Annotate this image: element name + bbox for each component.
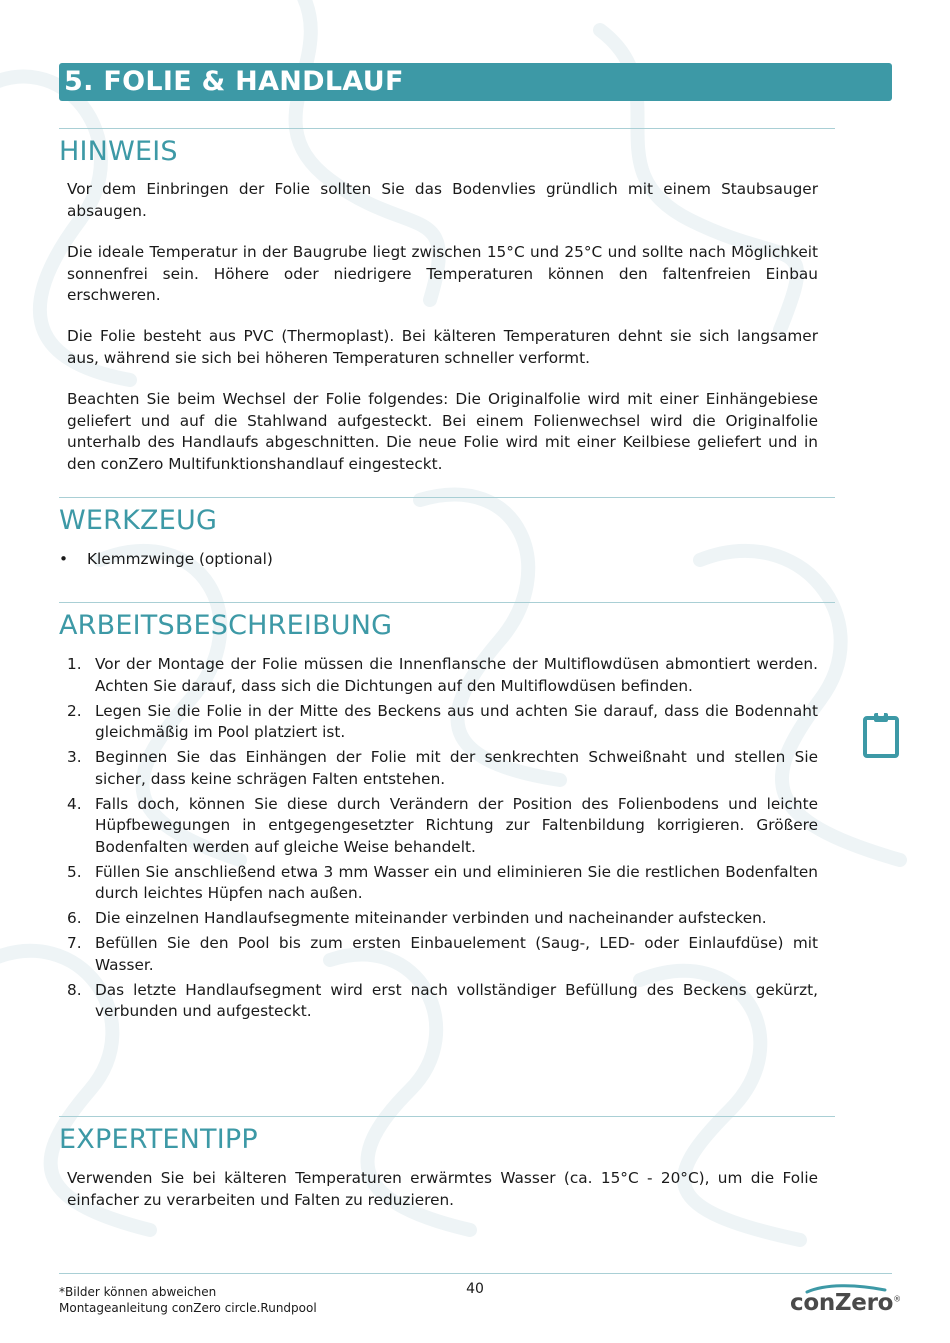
step-text: Beginnen Sie das Einhängen der Folie mit der senkrechten Schweißnaht und stellen Sie sicher, dass keine schrägen Falten entstehen. <box>95 748 818 788</box>
step-item <box>67 794 818 859</box>
section-divider <box>59 602 835 603</box>
step-list <box>67 654 818 1026</box>
step-number: 5. <box>67 862 82 881</box>
step-text: Die einzelnen Handlaufsegmente miteinander verbinden und nacheinander aufstecken. <box>95 909 767 927</box>
step-text: Vor der Montage der Folie müssen die Innenflansche der Multiflowdüsen abmontiert werden. Achten Sie darauf, dass sich die Dichtungen auf den Multiflowdüsen befinden. <box>95 655 818 695</box>
step-item <box>67 747 818 790</box>
registered-mark: ® <box>893 1294 901 1304</box>
bullet-icon: • <box>59 550 69 568</box>
step-item <box>67 654 818 697</box>
page-number: 40 <box>466 1281 484 1297</box>
step-number: 4. <box>67 794 82 813</box>
step-text: Füllen Sie anschließend etwa 3 mm Wasser ein und eliminieren Sie die restlichen Bodenfalten durch leichtes Hüpfen nach außen. <box>95 862 818 902</box>
step-item <box>67 980 818 1023</box>
step-text: Falls doch, können Sie diese durch Verändern der Position des Folienbodens und leichte Hüpfbewegungen in entgegengesetzter Richtung zur Faltenbildung korrigieren. Größere Bodenfalten werden auf gleiche Weise behandelt. <box>95 794 818 856</box>
step-text: Legen Sie die Folie in der Mitte des Beckens aus und achten Sie darauf, dass die Bodennaht gleichmäßig im Pool platziert ist. <box>95 701 818 741</box>
footer-manual-title: Montageanleitung conZero circle.Rundpool <box>59 1301 317 1315</box>
step-number: 7. <box>67 934 82 952</box>
step-item <box>67 908 818 930</box>
step-item <box>67 701 818 744</box>
conzero-logo <box>790 1290 901 1316</box>
logo-text: conZero <box>790 1290 894 1316</box>
step-number: 2. <box>67 701 82 720</box>
step-number: 6. <box>67 909 82 927</box>
hinweis-heading: HINWEIS <box>59 136 178 167</box>
step-number: 8. <box>67 980 82 999</box>
expertentipp-heading: EXPERTENTIPP <box>59 1124 258 1155</box>
arbeit-heading: ARBEITSBESCHREIBUNG <box>59 610 393 641</box>
section-divider <box>59 497 835 498</box>
footer-disclaimer: *Bilder können abweichen <box>59 1285 217 1299</box>
tool-name: Klemmzwinge (optional) <box>87 550 273 568</box>
expertentipp-text: Verwenden Sie bei kälteren Temperaturen erwärmtes Wasser (ca. 15°C - 20°C), um die Folie einfacher zu verarbeiten und Falten zu reduzieren. <box>67 1169 818 1209</box>
hinweis-paragraph: Vor dem Einbringen der Folie sollten Sie das Bodenvlies gründlich mit einem Staubsauger absaugen. <box>67 180 818 220</box>
page-title: 5. FOLIE & HANDLAUF <box>59 63 892 101</box>
werkzeug-heading: WERKZEUG <box>59 505 218 536</box>
step-item <box>67 933 818 976</box>
tool-list-item <box>59 548 273 570</box>
step-number: 1. <box>67 655 82 673</box>
section-divider <box>59 1116 835 1117</box>
step-number: 3. <box>67 748 82 766</box>
step-text: Das letzte Handlaufsegment wird erst nach vollständiger Befüllung des Beckens gekürzt, verbunden und aufgesteckt. <box>95 980 818 1020</box>
hinweis-paragraph: Beachten Sie beim Wechsel der Folie folgendes: Die Originalfolie wird mit einer Einhängebiese geliefert und auf die Stahlwand aufgesteckt. Bei einem Folienwechsel wird die Originalfolie unterhalb des Handlaufs abgeschnitten. Die neue Folie wird mit einer Keilbiese geliefert und in den conZero Multifunktionshandlauf eingesteckt. <box>67 390 818 473</box>
clipboard-icon <box>862 712 900 758</box>
step-text: Befüllen Sie den Pool bis zum ersten Einbauelement (Saug-, LED- oder Einlaufdüse) mit Wasser. <box>95 934 818 974</box>
hinweis-paragraph: Die ideale Temperatur in der Baugrube liegt zwischen 15°C und 25°C und sollte nach Möglichkeit sonnenfrei sein. Höhere oder niedrigere Temperaturen können den faltenfreien Einbau erschweren. <box>67 243 818 304</box>
step-item <box>67 862 818 905</box>
footer-divider <box>59 1273 892 1274</box>
section-divider <box>59 128 835 129</box>
hinweis-paragraph: Die Folie besteht aus PVC (Thermoplast). Bei kälteren Temperaturen dehnt sie sich langsamer aus, während sie sich bei höheren Temperaturen schneller verformt. <box>67 327 818 367</box>
